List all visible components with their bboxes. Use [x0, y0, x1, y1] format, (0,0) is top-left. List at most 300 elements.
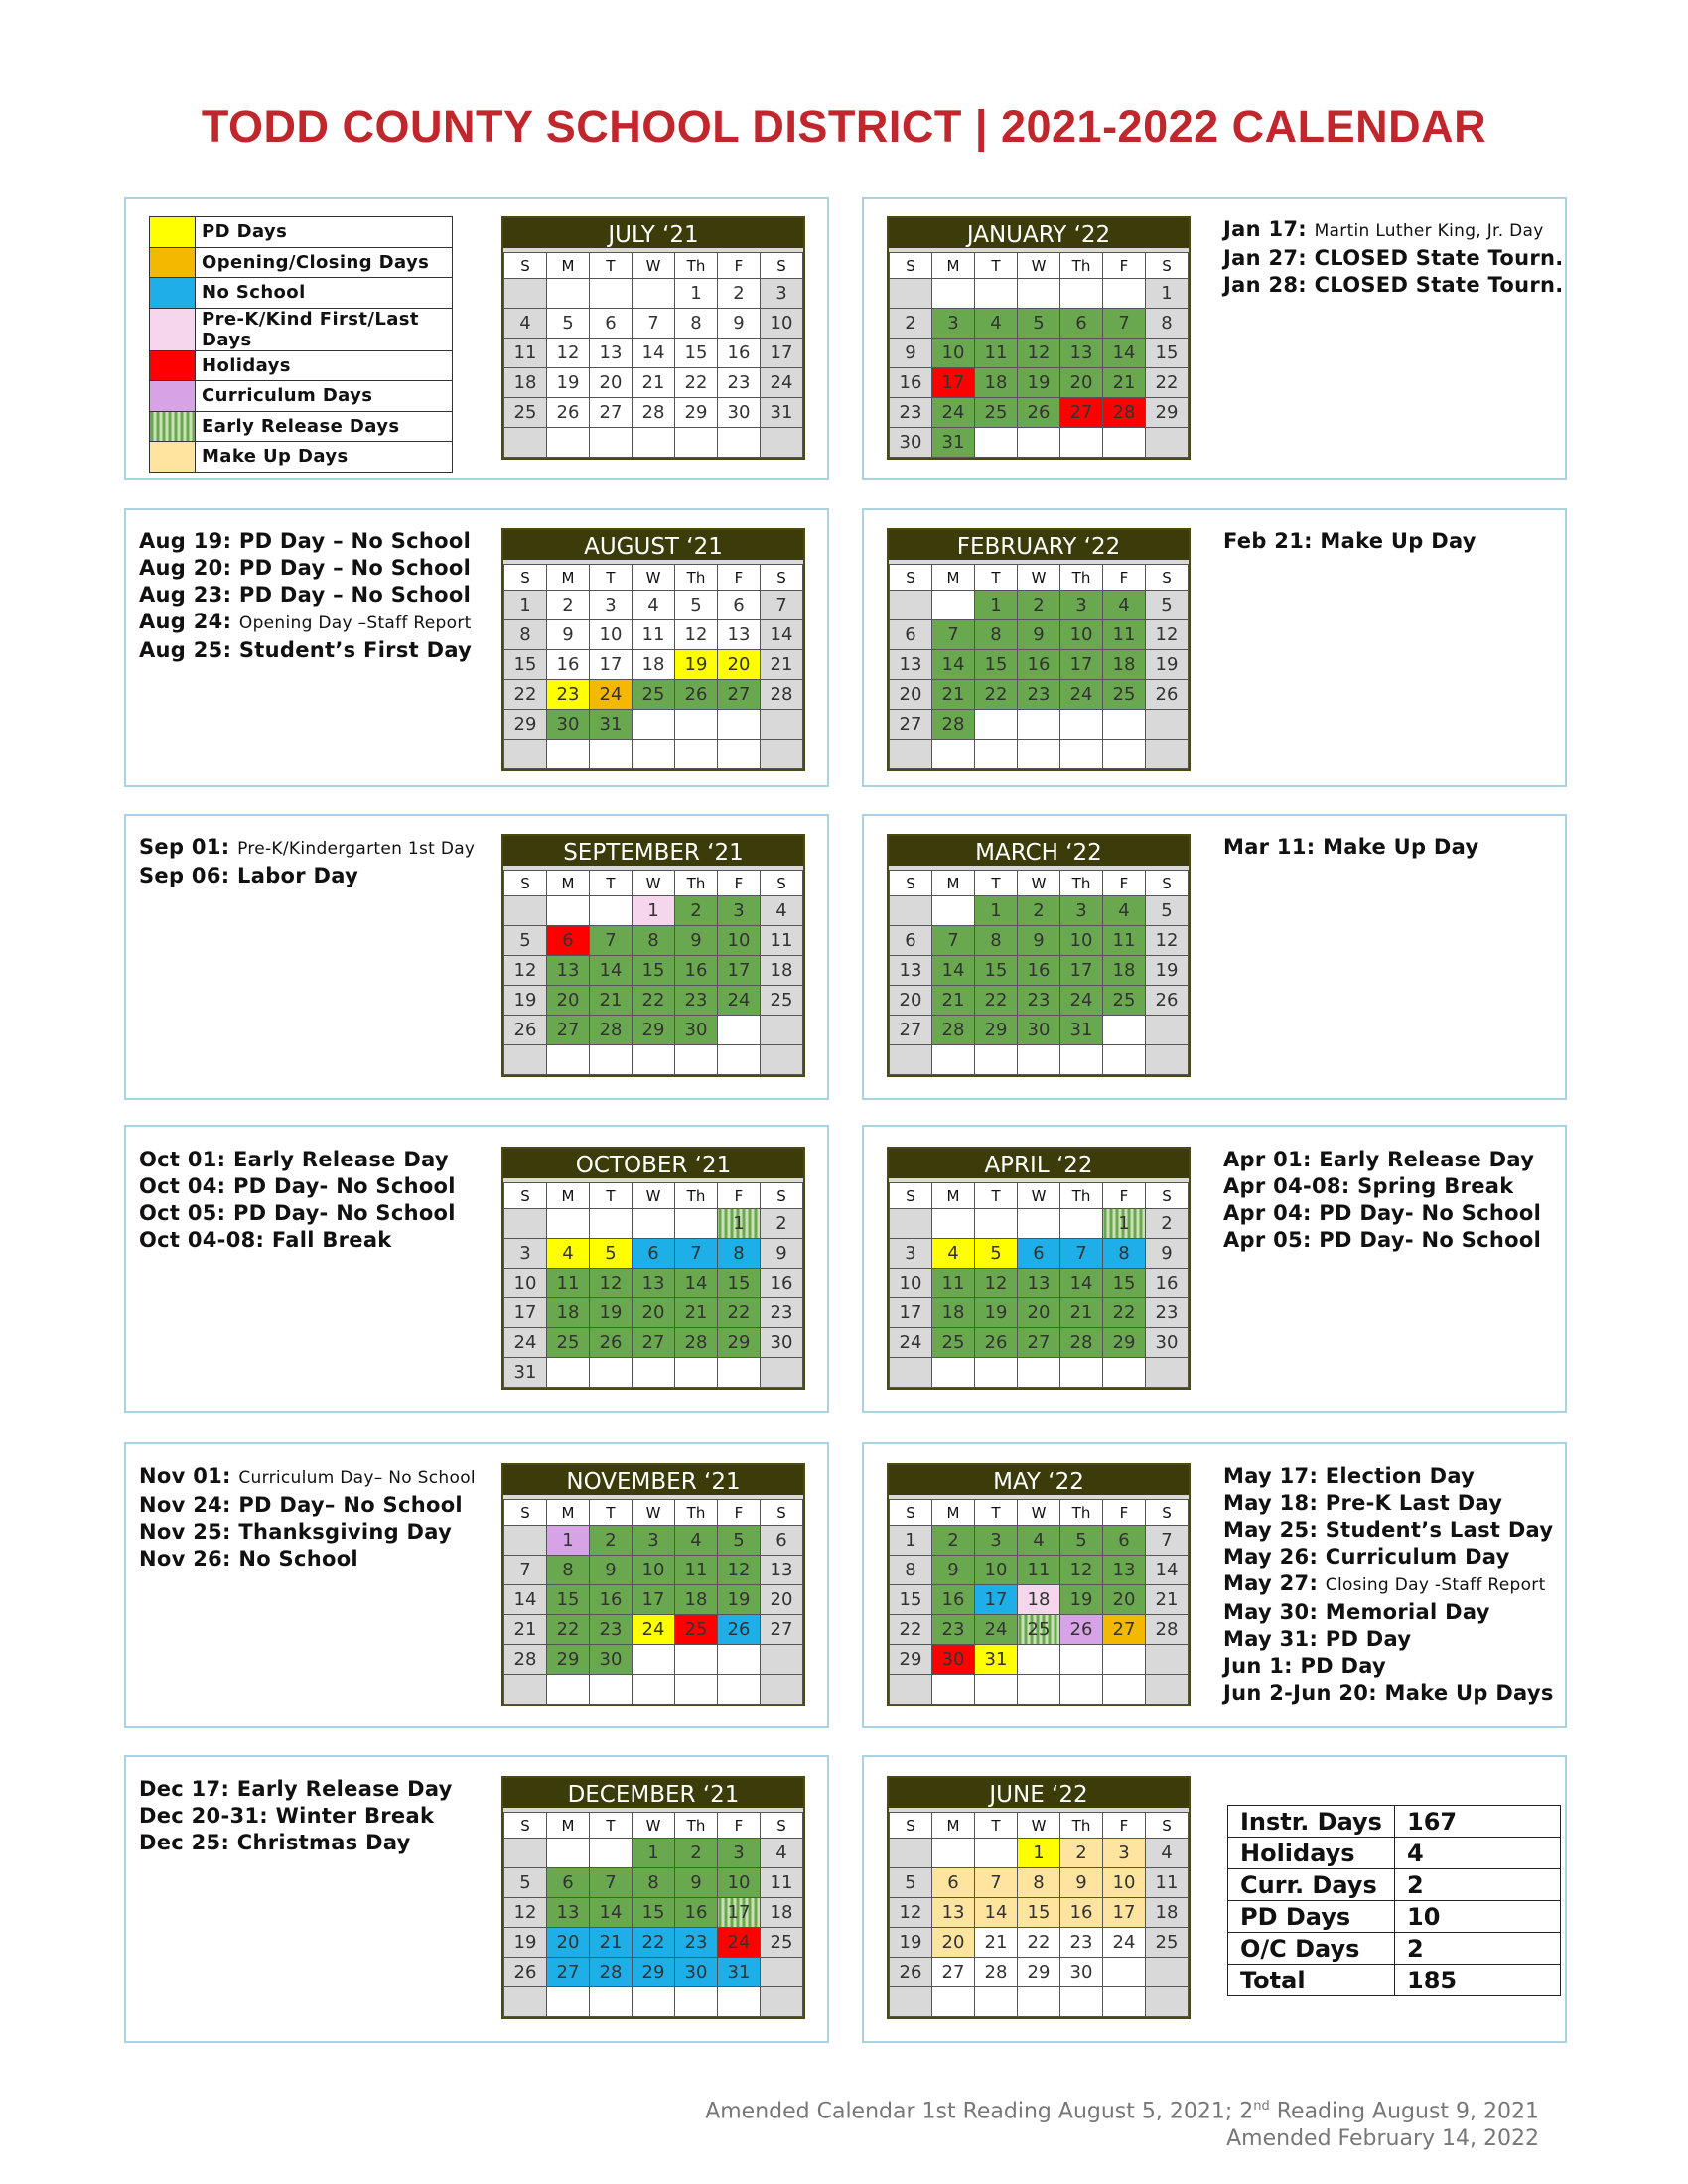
- day-cell: 8: [1146, 309, 1189, 339]
- day-cell: 29: [1018, 1958, 1060, 1987]
- day-cell: 3: [975, 1526, 1018, 1556]
- note-line: [139, 1803, 453, 1830]
- day-cell: 4: [761, 896, 803, 926]
- weekday-label: W: [633, 565, 675, 591]
- day-cell: [761, 1675, 803, 1705]
- weekday-label: F: [718, 253, 761, 279]
- day-cell: [504, 1526, 547, 1556]
- note-line: [1223, 1680, 1554, 1706]
- day-cell: 28: [1103, 398, 1146, 428]
- day-totals-table: [1227, 1805, 1561, 1996]
- day-cell: [975, 1209, 1018, 1239]
- note-line: [139, 555, 472, 582]
- day-cell: 3: [590, 591, 633, 620]
- day-cell: 9: [890, 339, 932, 368]
- day-cell: 3: [1060, 591, 1103, 620]
- day-cell: 21: [761, 650, 803, 680]
- month-grid: [503, 1182, 803, 1388]
- day-cell: 23: [890, 398, 932, 428]
- day-cell: [590, 1839, 633, 1868]
- weekday-label: S: [890, 565, 932, 591]
- note-detail-text: Pre-K/Kindergarten 1st Day: [237, 839, 476, 859]
- day-cell: 1: [718, 1209, 761, 1239]
- note-line: [1223, 1173, 1541, 1200]
- day-cell: 17: [718, 956, 761, 986]
- day-cell: [504, 896, 547, 926]
- day-cell: [975, 1358, 1018, 1388]
- day-cell: 10: [718, 1868, 761, 1898]
- day-cell: 26: [1146, 986, 1189, 1016]
- weekday-label: S: [761, 871, 803, 896]
- day-cell: [761, 1016, 803, 1045]
- day-cell: 29: [633, 1016, 675, 1045]
- weekday-label: M: [547, 1500, 590, 1526]
- day-cell: 22: [1146, 368, 1189, 398]
- day-cell: [675, 1645, 718, 1675]
- day-cell: [504, 279, 547, 309]
- weekday-label: T: [975, 1183, 1018, 1209]
- day-cell: 27: [932, 1958, 975, 1987]
- day-cell: 3: [718, 1839, 761, 1868]
- day-cell: 25: [932, 1328, 975, 1358]
- totals-label: Total: [1228, 1965, 1395, 1996]
- week-row: [890, 368, 1189, 398]
- note-date-text: Jan 17:: [1223, 217, 1307, 241]
- legend-label: Opening/Closing Days: [196, 247, 453, 278]
- weekday-label: S: [504, 253, 547, 279]
- totals-value: 167: [1395, 1806, 1561, 1838]
- day-cell: [633, 1045, 675, 1075]
- weekday-label: W: [1018, 1813, 1060, 1839]
- week-row: [504, 1298, 803, 1328]
- weekday-header-row: [504, 565, 803, 591]
- day-cell: [1060, 1675, 1103, 1705]
- note-date-text: Aug 23: PD Day – No School: [139, 583, 472, 607]
- note-date-text: Oct 04-08: Fall Break: [139, 1228, 392, 1252]
- weekday-label: W: [633, 253, 675, 279]
- day-cell: 19: [1060, 1585, 1103, 1615]
- note-date-text: Nov 25: Thanksgiving Day: [139, 1520, 453, 1544]
- weekday-label: Th: [675, 871, 718, 896]
- day-cell: 4: [1018, 1526, 1060, 1556]
- day-cell: 25: [1146, 1928, 1189, 1958]
- day-cell: 16: [590, 1585, 633, 1615]
- day-cell: 7: [675, 1239, 718, 1269]
- week-row: [890, 1209, 1189, 1239]
- month-title: MARCH ‘22: [889, 836, 1189, 870]
- day-cell: 19: [504, 986, 547, 1016]
- day-cell: 7: [975, 1868, 1018, 1898]
- week-row: [890, 428, 1189, 458]
- day-cell: 28: [932, 1016, 975, 1045]
- day-cell: [761, 1045, 803, 1075]
- day-cell: 29: [890, 1645, 932, 1675]
- note-detail-text: Martin Luther King, Jr. Day: [1314, 221, 1544, 241]
- day-cell: 1: [1018, 1839, 1060, 1868]
- day-cell: 6: [890, 926, 932, 956]
- note-line: [139, 1492, 476, 1519]
- note-line: [1223, 1490, 1554, 1517]
- day-cell: [890, 896, 932, 926]
- day-cell: 24: [932, 398, 975, 428]
- day-cell: 5: [547, 309, 590, 339]
- day-cell: 5: [1146, 591, 1189, 620]
- day-cell: 11: [1146, 1868, 1189, 1898]
- day-cell: [1060, 1358, 1103, 1388]
- note-date-text: Apr 05: PD Day- No School: [1223, 1228, 1542, 1252]
- day-cell: 27: [1018, 1328, 1060, 1358]
- week-row: [890, 1016, 1189, 1045]
- day-cell: 10: [1103, 1868, 1146, 1898]
- day-cell: 26: [975, 1328, 1018, 1358]
- legend-row: [150, 217, 453, 248]
- weekday-label: S: [890, 1183, 932, 1209]
- day-cell: 21: [675, 1298, 718, 1328]
- day-cell: [718, 1645, 761, 1675]
- notes-april: [1223, 1147, 1541, 1254]
- day-cell: 9: [932, 1556, 975, 1585]
- day-cell: 20: [761, 1585, 803, 1615]
- day-cell: 24: [718, 1928, 761, 1958]
- day-cell: 24: [633, 1615, 675, 1645]
- weekday-label: T: [975, 253, 1018, 279]
- day-cell: 28: [932, 710, 975, 740]
- day-cell: 13: [890, 650, 932, 680]
- day-cell: 9: [1018, 620, 1060, 650]
- day-cell: 3: [718, 896, 761, 926]
- week-row: [890, 1928, 1189, 1958]
- day-cell: 11: [932, 1269, 975, 1298]
- day-cell: 7: [590, 1868, 633, 1898]
- day-cell: 13: [718, 620, 761, 650]
- day-cell: 21: [932, 680, 975, 710]
- day-cell: 3: [633, 1526, 675, 1556]
- day-cell: 15: [975, 956, 1018, 986]
- day-cell: 14: [1146, 1556, 1189, 1585]
- day-cell: 6: [1018, 1239, 1060, 1269]
- weekday-label: Th: [1060, 565, 1103, 591]
- weekday-label: Th: [675, 1813, 718, 1839]
- day-cell: 15: [633, 956, 675, 986]
- day-cell: [675, 1987, 718, 2017]
- week-row: [504, 740, 803, 769]
- day-cell: 4: [504, 309, 547, 339]
- day-cell: 21: [590, 986, 633, 1016]
- day-cell: 3: [890, 1239, 932, 1269]
- week-row: [890, 1045, 1189, 1075]
- weekday-label: W: [633, 1183, 675, 1209]
- day-cell: 21: [1103, 368, 1146, 398]
- day-cell: 20: [547, 986, 590, 1016]
- day-cell: 26: [1060, 1615, 1103, 1645]
- day-cell: 12: [1146, 926, 1189, 956]
- weekday-label: S: [504, 1813, 547, 1839]
- day-cell: [718, 1987, 761, 2017]
- day-cell: 5: [975, 1239, 1018, 1269]
- day-cell: [675, 1045, 718, 1075]
- week-row: [504, 1675, 803, 1705]
- day-cell: 10: [504, 1269, 547, 1298]
- legend-row: [150, 308, 453, 350]
- totals-label: Holidays: [1228, 1838, 1395, 1869]
- day-cell: 15: [547, 1585, 590, 1615]
- day-cell: [547, 1675, 590, 1705]
- day-cell: [590, 428, 633, 458]
- weekday-label: W: [633, 1500, 675, 1526]
- day-cell: 16: [932, 1585, 975, 1615]
- note-line: [139, 1147, 456, 1173]
- day-cell: 1: [547, 1526, 590, 1556]
- legend-row: [150, 350, 453, 381]
- weekday-label: M: [547, 253, 590, 279]
- day-cell: [1060, 1045, 1103, 1075]
- day-cell: 5: [718, 1526, 761, 1556]
- day-cell: 28: [633, 398, 675, 428]
- note-date-text: Apr 04-08: Spring Break: [1223, 1174, 1514, 1198]
- day-cell: [932, 740, 975, 769]
- day-cell: 2: [761, 1209, 803, 1239]
- day-cell: [975, 279, 1018, 309]
- weekday-header-row: [504, 1500, 803, 1526]
- legend-swatch: [150, 411, 196, 442]
- day-cell: 19: [547, 368, 590, 398]
- day-cell: 27: [1060, 398, 1103, 428]
- note-date-text: Nov 26: No School: [139, 1547, 358, 1570]
- week-row: [890, 650, 1189, 680]
- note-line: [1223, 1626, 1554, 1653]
- day-cell: 30: [1146, 1328, 1189, 1358]
- day-cell: [590, 1987, 633, 2017]
- day-cell: 11: [1103, 926, 1146, 956]
- month-title: APRIL ‘22: [889, 1149, 1189, 1182]
- day-cell: 10: [590, 620, 633, 650]
- day-cell: 19: [590, 1298, 633, 1328]
- day-cell: 27: [890, 1016, 932, 1045]
- weekday-label: S: [504, 1183, 547, 1209]
- day-cell: 6: [932, 1868, 975, 1898]
- day-cell: 7: [1060, 1239, 1103, 1269]
- day-cell: [718, 1358, 761, 1388]
- day-cell: [590, 279, 633, 309]
- totals-label: Instr. Days: [1228, 1806, 1395, 1838]
- day-cell: 3: [1103, 1839, 1146, 1868]
- day-cell: 29: [718, 1328, 761, 1358]
- week-row: [890, 710, 1189, 740]
- day-cell: 17: [633, 1585, 675, 1615]
- day-cell: [1018, 1675, 1060, 1705]
- totals-value: 4: [1395, 1838, 1561, 1869]
- day-cell: 14: [590, 956, 633, 986]
- day-cell: 6: [1060, 309, 1103, 339]
- day-cell: 26: [1018, 398, 1060, 428]
- day-cell: 18: [975, 368, 1018, 398]
- day-cell: [504, 740, 547, 769]
- legend: [149, 216, 453, 473]
- calendar-november-2021: [501, 1463, 805, 1706]
- day-cell: [761, 710, 803, 740]
- week-row: [890, 1526, 1189, 1556]
- note-line: [139, 582, 472, 609]
- weekday-header-row: [890, 1500, 1189, 1526]
- day-cell: 11: [675, 1556, 718, 1585]
- day-cell: 21: [975, 1928, 1018, 1958]
- day-cell: 16: [761, 1269, 803, 1298]
- notes-november: [139, 1463, 476, 1572]
- day-cell: 25: [675, 1615, 718, 1645]
- note-date-text: Nov 24: PD Day– No School: [139, 1493, 463, 1517]
- note-date-text: May 30: Memorial Day: [1223, 1600, 1490, 1624]
- day-cell: 9: [675, 1868, 718, 1898]
- day-cell: 25: [975, 398, 1018, 428]
- weekday-header-row: [890, 565, 1189, 591]
- day-cell: 21: [1146, 1585, 1189, 1615]
- day-cell: 17: [1060, 956, 1103, 986]
- day-cell: [1060, 1987, 1103, 2017]
- legend-swatch: [150, 217, 196, 248]
- day-cell: 2: [547, 591, 590, 620]
- day-cell: [890, 1358, 932, 1388]
- month-title: FEBRUARY ‘22: [889, 530, 1189, 564]
- totals-row: [1228, 1933, 1561, 1965]
- weekday-label: Th: [675, 253, 718, 279]
- week-row: [504, 1868, 803, 1898]
- weekday-label: S: [1146, 565, 1189, 591]
- legend-row: [150, 278, 453, 309]
- month-grid: [503, 252, 803, 458]
- day-cell: 20: [1060, 368, 1103, 398]
- day-cell: [1146, 1675, 1189, 1705]
- day-cell: 2: [890, 309, 932, 339]
- day-cell: 25: [633, 680, 675, 710]
- week-row: [890, 339, 1189, 368]
- day-cell: 13: [1060, 339, 1103, 368]
- note-line: [139, 1173, 456, 1200]
- day-cell: 17: [761, 339, 803, 368]
- day-cell: 19: [1018, 368, 1060, 398]
- day-cell: [1060, 740, 1103, 769]
- day-cell: 16: [1060, 1898, 1103, 1928]
- day-cell: [1146, 710, 1189, 740]
- day-cell: 18: [633, 650, 675, 680]
- day-cell: 25: [761, 1928, 803, 1958]
- day-cell: 12: [675, 620, 718, 650]
- day-cell: 6: [1103, 1526, 1146, 1556]
- weekday-label: T: [975, 1500, 1018, 1526]
- week-row: [504, 1615, 803, 1645]
- weekday-label: W: [633, 871, 675, 896]
- weekday-label: M: [932, 1813, 975, 1839]
- week-row: [890, 1645, 1189, 1675]
- day-cell: [975, 1045, 1018, 1075]
- day-cell: 9: [547, 620, 590, 650]
- weekday-label: M: [932, 565, 975, 591]
- day-cell: 11: [1103, 620, 1146, 650]
- week-row: [504, 680, 803, 710]
- day-cell: [1146, 1358, 1189, 1388]
- day-cell: 2: [718, 279, 761, 309]
- day-cell: 29: [675, 398, 718, 428]
- note-date-text: Aug 24:: [139, 610, 232, 633]
- day-cell: 22: [633, 1928, 675, 1958]
- day-cell: 24: [761, 368, 803, 398]
- weekday-header-row: [504, 253, 803, 279]
- weekday-header-row: [890, 253, 1189, 279]
- day-cell: 8: [890, 1556, 932, 1585]
- day-cell: 10: [718, 926, 761, 956]
- day-cell: 4: [1103, 896, 1146, 926]
- day-cell: 8: [975, 620, 1018, 650]
- day-cell: 15: [633, 1898, 675, 1928]
- day-cell: 5: [504, 926, 547, 956]
- note-line: [1223, 245, 1564, 272]
- day-cell: 31: [590, 710, 633, 740]
- day-cell: 19: [718, 1585, 761, 1615]
- weekday-label: Th: [1060, 1813, 1103, 1839]
- week-row: [504, 1328, 803, 1358]
- day-cell: [547, 1839, 590, 1868]
- day-cell: [590, 1045, 633, 1075]
- day-cell: 23: [1018, 680, 1060, 710]
- day-cell: [547, 1045, 590, 1075]
- day-cell: 11: [761, 1868, 803, 1898]
- day-cell: 12: [1018, 339, 1060, 368]
- week-row: [890, 926, 1189, 956]
- month-title: JUNE ‘22: [889, 1778, 1189, 1812]
- day-cell: [547, 428, 590, 458]
- day-cell: [547, 279, 590, 309]
- day-cell: 11: [633, 620, 675, 650]
- weekday-label: S: [1146, 1813, 1189, 1839]
- note-date-text: May 26: Curriculum Day: [1223, 1545, 1510, 1569]
- day-cell: 18: [761, 1898, 803, 1928]
- day-cell: [1103, 1358, 1146, 1388]
- day-cell: 1: [504, 591, 547, 620]
- day-cell: 28: [1146, 1615, 1189, 1645]
- day-cell: 29: [504, 710, 547, 740]
- day-cell: 15: [718, 1269, 761, 1298]
- day-cell: [675, 740, 718, 769]
- day-cell: 17: [932, 368, 975, 398]
- day-cell: 21: [633, 368, 675, 398]
- week-row: [890, 620, 1189, 650]
- note-line: [1223, 272, 1564, 299]
- week-row: [504, 309, 803, 339]
- day-cell: 5: [590, 1239, 633, 1269]
- day-cell: 16: [890, 368, 932, 398]
- day-cell: 28: [590, 1958, 633, 1987]
- day-cell: [633, 428, 675, 458]
- notes-march: [1223, 834, 1478, 861]
- day-cell: 15: [675, 339, 718, 368]
- day-cell: 14: [1060, 1269, 1103, 1298]
- day-cell: [1146, 740, 1189, 769]
- legend-label: Early Release Days: [196, 411, 453, 442]
- day-cell: [590, 1209, 633, 1239]
- day-cell: 17: [1060, 650, 1103, 680]
- week-row: [504, 1016, 803, 1045]
- day-cell: [1103, 1675, 1146, 1705]
- day-cell: 5: [1060, 1526, 1103, 1556]
- day-cell: [633, 740, 675, 769]
- day-cell: 13: [932, 1898, 975, 1928]
- weekday-label: Th: [1060, 1183, 1103, 1209]
- day-cell: 30: [718, 398, 761, 428]
- day-cell: 28: [675, 1328, 718, 1358]
- note-date-text: Oct 04: PD Day- No School: [139, 1174, 456, 1198]
- weekday-label: F: [1103, 253, 1146, 279]
- week-row: [504, 986, 803, 1016]
- day-cell: 22: [504, 680, 547, 710]
